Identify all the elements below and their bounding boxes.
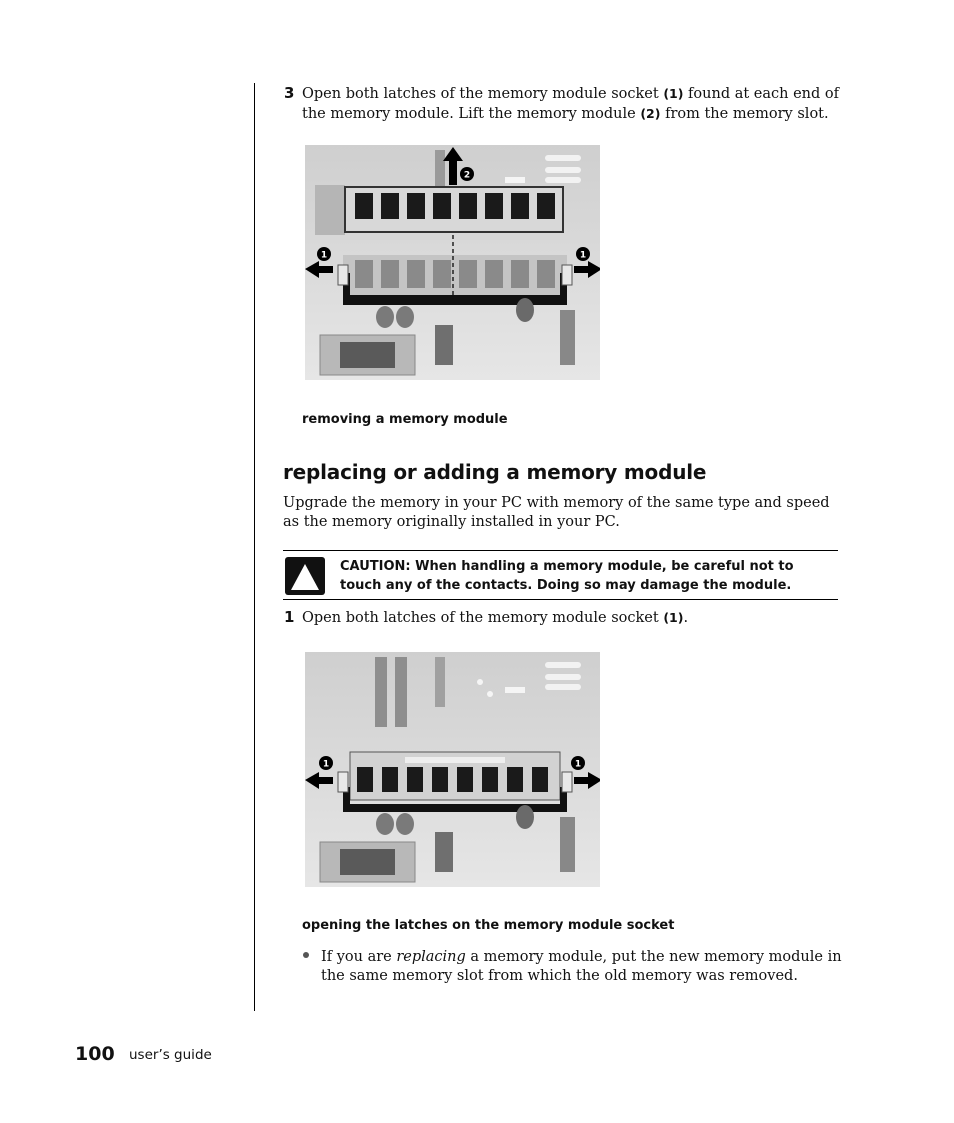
step-number: 1 <box>284 608 295 626</box>
bullet-item <box>303 948 843 986</box>
module-reference: (2) <box>640 106 661 121</box>
footer-label: user’s guide <box>129 1047 212 1063</box>
bullet-text: If you are replacing a memory module, put the new memory module in the same memory slot from which the old memory was removed. <box>321 949 842 984</box>
warning-triangle-icon <box>285 557 325 595</box>
latch-opening-figure <box>305 652 600 887</box>
section-heading: replacing or adding a memory module <box>283 460 707 484</box>
page-number: 100 <box>75 1043 115 1065</box>
right-latch <box>562 772 572 792</box>
figure-caption: opening the latches on the memory module socket <box>302 918 675 933</box>
svg-text:1: 1 <box>322 759 330 770</box>
step-text: Open both latches of the memory module socket (1). <box>302 610 689 626</box>
left-latch <box>338 772 348 792</box>
emphasis: replacing <box>396 949 466 965</box>
svg-text:1: 1 <box>320 250 328 261</box>
figure-caption: removing a memory module <box>302 412 508 427</box>
caution-text: CAUTION: When handling a memory module, be careful not to touch any of the contacts. Doing so may damage the module. <box>340 559 794 593</box>
left-latch <box>338 265 348 285</box>
socket-reference: (1) <box>663 610 684 625</box>
step-text: Open both latches of the memory module socket (1) found at each end of the memory module. Lift the memory module (2) from the memory slot. <box>302 86 839 122</box>
section-paragraph: Upgrade the memory in your PC with memory of the same type and speed as the memory originally installed in your PC. <box>283 495 830 530</box>
step-1 <box>284 608 844 628</box>
caution-box <box>283 550 838 600</box>
right-latch <box>562 265 572 285</box>
bullet-icon <box>303 952 309 958</box>
socket-reference: (1) <box>663 86 684 101</box>
svg-text:1: 1 <box>574 759 582 770</box>
margin-rule <box>254 83 255 1011</box>
memory-removal-figure <box>305 145 600 380</box>
lifted-memory-module <box>345 187 563 232</box>
svg-text:1: 1 <box>579 250 587 261</box>
svg-text:2: 2 <box>463 170 471 181</box>
step-3 <box>284 84 844 124</box>
step-number: 3 <box>284 84 295 102</box>
